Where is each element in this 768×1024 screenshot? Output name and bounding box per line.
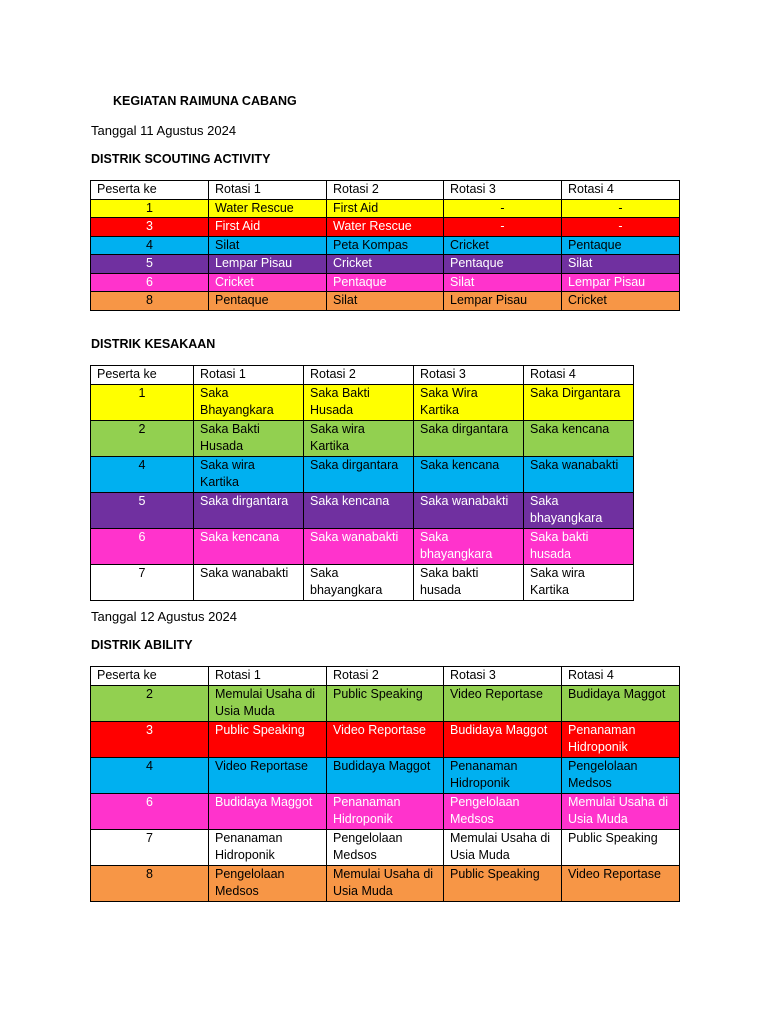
participant-number-cell: 4 — [91, 236, 209, 255]
kesakaan-table — [90, 365, 634, 601]
table-row — [91, 492, 634, 528]
table-header-row — [91, 366, 634, 385]
column-header: Rotasi 3 — [444, 181, 562, 200]
rotation-cell: Pengelolaan Medsos — [444, 793, 562, 829]
rotation-cell: Memulai Usaha di Usia Muda — [562, 793, 680, 829]
rotation-cell: Saka kencana — [304, 492, 414, 528]
rotation-cell: Saka Bhayangkara — [194, 384, 304, 420]
column-header: Peserta ke — [91, 667, 209, 686]
rotation-cell: Public Speaking — [562, 829, 680, 865]
ability-title: DISTRIK ABILITY — [91, 638, 193, 652]
rotation-cell: Saka dirgantara — [304, 456, 414, 492]
participant-number-cell: 7 — [91, 564, 194, 600]
table-row — [91, 757, 680, 793]
rotation-cell: Pengelolaan Medsos — [327, 829, 444, 865]
rotation-cell: Saka wanabakti — [414, 492, 524, 528]
rotation-cell: Peta Kompas — [327, 236, 444, 255]
column-header: Peserta ke — [91, 366, 194, 385]
column-header: Rotasi 2 — [304, 366, 414, 385]
rotation-cell: Video Reportase — [562, 865, 680, 901]
rotation-cell: Lempar Pisau — [562, 273, 680, 292]
rotation-cell: Saka bhayangkara — [414, 528, 524, 564]
table-row — [91, 721, 680, 757]
rotation-cell: - — [562, 218, 680, 237]
rotation-cell: Pentaque — [209, 292, 327, 311]
participant-number-cell: 2 — [91, 685, 209, 721]
column-header: Rotasi 3 — [414, 366, 524, 385]
rotation-cell: Silat — [209, 236, 327, 255]
rotation-cell: Video Reportase — [444, 685, 562, 721]
rotation-cell: Saka kencana — [414, 456, 524, 492]
rotation-cell: - — [562, 199, 680, 218]
table-row — [91, 384, 634, 420]
column-header: Rotasi 2 — [327, 667, 444, 686]
table-row — [91, 255, 680, 274]
rotation-cell: Water Rescue — [327, 218, 444, 237]
column-header: Rotasi 3 — [444, 667, 562, 686]
rotation-cell: Saka wira Kartika — [304, 420, 414, 456]
rotation-cell: Saka Dirgantara — [524, 384, 634, 420]
table-row — [91, 236, 680, 255]
rotation-cell: Video Reportase — [327, 721, 444, 757]
table-row — [91, 564, 634, 600]
rotation-cell: Saka wanabakti — [194, 564, 304, 600]
participant-number-cell: 4 — [91, 757, 209, 793]
rotation-cell: Penanaman Hidroponik — [562, 721, 680, 757]
date-11-august: Tanggal 11 Agustus 2024 — [91, 123, 237, 138]
rotation-cell: Silat — [444, 273, 562, 292]
ability-table — [90, 666, 680, 902]
participant-number-cell: 6 — [91, 528, 194, 564]
participant-number-cell: 5 — [91, 492, 194, 528]
rotation-cell: Penanaman Hidroponik — [444, 757, 562, 793]
rotation-cell: Public Speaking — [327, 685, 444, 721]
rotation-cell: Saka dirgantara — [194, 492, 304, 528]
participant-number-cell: 6 — [91, 793, 209, 829]
document-heading: KEGIATAN RAIMUNA CABANG — [113, 94, 297, 108]
participant-number-cell: 3 — [91, 218, 209, 237]
rotation-cell: - — [444, 218, 562, 237]
rotation-cell: Silat — [562, 255, 680, 274]
rotation-cell: Pengelolaan Medsos — [209, 865, 327, 901]
rotation-cell: - — [444, 199, 562, 218]
participant-number-cell: 4 — [91, 456, 194, 492]
date-12-august: Tanggal 12 Agustus 2024 — [91, 609, 238, 624]
table-row — [91, 829, 680, 865]
participant-number-cell: 1 — [91, 384, 194, 420]
participant-number-cell: 7 — [91, 829, 209, 865]
participant-number-cell: 5 — [91, 255, 209, 274]
rotation-cell: Saka wira Kartika — [524, 564, 634, 600]
rotation-cell: First Aid — [209, 218, 327, 237]
rotation-cell: Cricket — [209, 273, 327, 292]
rotation-cell: First Aid — [327, 199, 444, 218]
column-header: Rotasi 2 — [327, 181, 444, 200]
rotation-cell: Silat — [327, 292, 444, 311]
table-row — [91, 793, 680, 829]
column-header: Rotasi 1 — [209, 181, 327, 200]
scouting-table — [90, 180, 680, 311]
rotation-cell: Budidaya Maggot — [444, 721, 562, 757]
rotation-cell: Budidaya Maggot — [562, 685, 680, 721]
column-header: Rotasi 4 — [562, 667, 680, 686]
rotation-cell: Lempar Pisau — [444, 292, 562, 311]
column-header: Rotasi 1 — [194, 366, 304, 385]
rotation-cell: Saka Wira Kartika — [414, 384, 524, 420]
rotation-cell: Water Rescue — [209, 199, 327, 218]
rotation-cell: Cricket — [444, 236, 562, 255]
rotation-cell: Saka kencana — [524, 420, 634, 456]
rotation-cell: Saka Bakti Husada — [194, 420, 304, 456]
column-header: Rotasi 4 — [562, 181, 680, 200]
table-header-row — [91, 181, 680, 200]
participant-number-cell: 6 — [91, 273, 209, 292]
table-row — [91, 865, 680, 901]
rotation-cell: Saka kencana — [194, 528, 304, 564]
rotation-cell: Saka bakti husada — [414, 564, 524, 600]
kesakaan-title: DISTRIK KESAKAAN — [91, 337, 216, 351]
rotation-cell: Memulai Usaha di Usia Muda — [209, 685, 327, 721]
rotation-cell: Cricket — [562, 292, 680, 311]
rotation-cell: Pengelolaan Medsos — [562, 757, 680, 793]
rotation-cell: Budidaya Maggot — [327, 757, 444, 793]
rotation-cell: Pentaque — [444, 255, 562, 274]
table-row — [91, 273, 680, 292]
rotation-cell: Public Speaking — [209, 721, 327, 757]
participant-number-cell: 1 — [91, 199, 209, 218]
rotation-cell: Saka Bakti Husada — [304, 384, 414, 420]
rotation-cell: Saka wanabakti — [304, 528, 414, 564]
rotation-cell: Saka bhayangkara — [304, 564, 414, 600]
rotation-cell: Saka bhayangkara — [524, 492, 634, 528]
rotation-cell: Memulai Usaha di Usia Muda — [444, 829, 562, 865]
rotation-cell: Saka dirgantara — [414, 420, 524, 456]
rotation-cell: Lempar Pisau — [209, 255, 327, 274]
rotation-cell: Pentaque — [327, 273, 444, 292]
rotation-cell: Cricket — [327, 255, 444, 274]
rotation-cell: Saka wanabakti — [524, 456, 634, 492]
participant-number-cell: 8 — [91, 292, 209, 311]
scouting-title: DISTRIK SCOUTING ACTIVITY — [91, 152, 271, 166]
table-row — [91, 218, 680, 237]
participant-number-cell: 3 — [91, 721, 209, 757]
rotation-cell: Penanaman Hidroponik — [209, 829, 327, 865]
participant-number-cell: 2 — [91, 420, 194, 456]
rotation-cell: Budidaya Maggot — [209, 793, 327, 829]
rotation-cell: Memulai Usaha di Usia Muda — [327, 865, 444, 901]
table-row — [91, 685, 680, 721]
table-row — [91, 199, 680, 218]
rotation-cell: Penanaman Hidroponik — [327, 793, 444, 829]
column-header: Rotasi 4 — [524, 366, 634, 385]
table-row — [91, 420, 634, 456]
column-header: Peserta ke — [91, 181, 209, 200]
table-row — [91, 456, 634, 492]
rotation-cell: Pentaque — [562, 236, 680, 255]
column-header: Rotasi 1 — [209, 667, 327, 686]
rotation-cell: Saka bakti husada — [524, 528, 634, 564]
table-row — [91, 292, 680, 311]
table-row — [91, 528, 634, 564]
participant-number-cell: 8 — [91, 865, 209, 901]
rotation-cell: Video Reportase — [209, 757, 327, 793]
rotation-cell: Saka wira Kartika — [194, 456, 304, 492]
rotation-cell: Public Speaking — [444, 865, 562, 901]
table-header-row — [91, 667, 680, 686]
